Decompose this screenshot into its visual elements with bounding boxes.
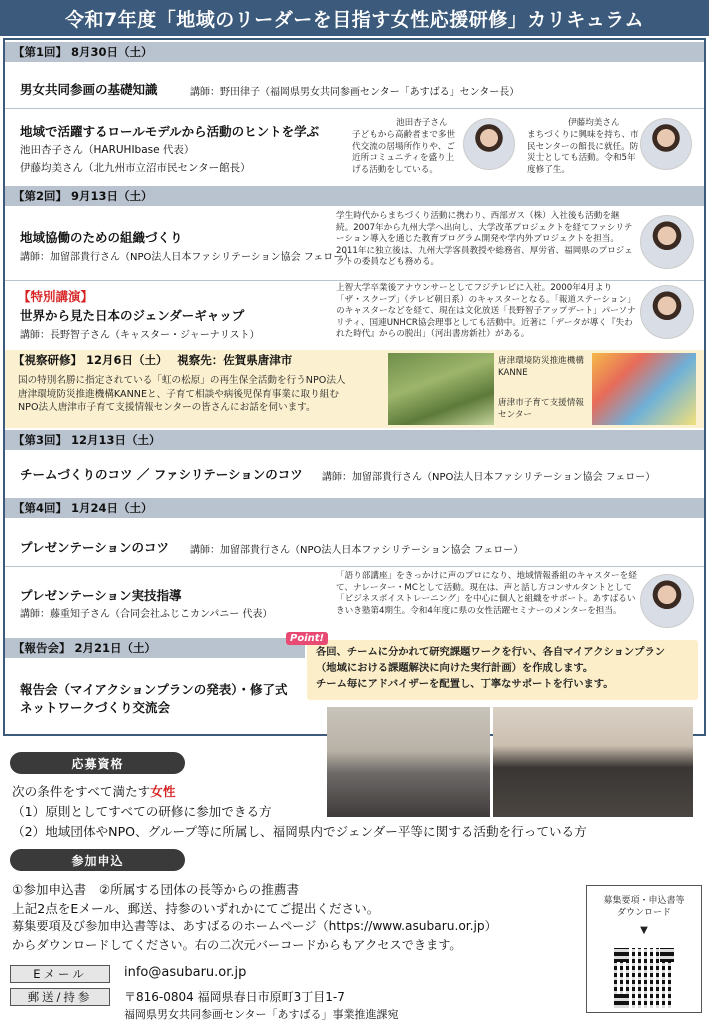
photo-ikeda bbox=[463, 118, 515, 170]
photo-group bbox=[493, 707, 693, 817]
eligibility-intro-emph: 女性 bbox=[150, 784, 176, 799]
session-3-bar: 【第3回】 12月13日（土） bbox=[5, 430, 704, 450]
email-label: Eメール bbox=[10, 965, 110, 983]
session-4-lecture-1-lecturer: 講師：加留部貴行さん（NPO法人日本ファシリテーション協会 フェロー） bbox=[190, 545, 524, 556]
photo-ito bbox=[640, 118, 692, 170]
session-3-title: チームづくりのコツ ／ ファシリテーションのコツ bbox=[20, 467, 303, 482]
divider bbox=[5, 280, 704, 281]
special-lecture-label: 【特別講演】 bbox=[18, 289, 94, 304]
point-line-1: 各回、チームに分かれて研究課題ワークを行い、各自マイアクションプラン bbox=[316, 646, 666, 658]
apply-heading: 参加申込 bbox=[10, 849, 185, 871]
report-session-bar: 【報告会】 2月21日（土） bbox=[5, 638, 305, 658]
bio-ito: まちづくりに興味を持ち、市民センターの館長に就任。防災士としても活動。令和5年度修了生。 bbox=[527, 130, 639, 175]
post-label: 郵送/持参 bbox=[10, 988, 110, 1006]
photo-childcare-caption: 唐津市子育て支援情報センター bbox=[498, 398, 584, 420]
qr-caption-1: 募集要項・申込書等 bbox=[603, 896, 685, 906]
photo-workshop bbox=[327, 707, 490, 817]
photo-fujishige bbox=[640, 574, 694, 628]
page-title: 令和7年度「地域のリーダーを目指す女性応援研修」カリキュラム bbox=[0, 0, 709, 36]
session-1-lecture-1-lecturer: 講師：野田律子（福岡県男女共同参画センター「あすばる」センター長） bbox=[190, 87, 520, 98]
session-4-lecture-2-title: プレゼンテーション実技指導 bbox=[20, 588, 182, 603]
session-4-lecture-1-title: プレゼンテーションのコツ bbox=[20, 540, 170, 555]
apply-line-3: 募集要項及び参加申込書等は、あすばるのホームページ（https://www.asubaru.or.jp） bbox=[12, 919, 497, 933]
photo-kanne bbox=[388, 353, 494, 425]
field-trip-bar: 【視察研修】 12月6日（土） 視察先：佐賀県唐津市 bbox=[5, 350, 704, 370]
divider bbox=[5, 566, 704, 567]
apply-line-4: からダウンロードしてください。右の二次元バーコードからもアクセスできます。 bbox=[12, 938, 462, 952]
qr-arrow-icon: ▼ bbox=[640, 925, 648, 936]
point-text bbox=[316, 644, 696, 692]
session-2-bar: 【第2回】 9月13日（土） bbox=[5, 186, 704, 206]
bio-karube: 学生時代からまちづくり活動に携わり、西部ガス（株）入社後も活動を継続。2007年から九州大学へ出向し、大学改革プロジェクトを経てファシリテーション導入を通じた教育プログラム開発や学内外プロジェクトを担当。2011年に独立後は、九州大学客員教授や総務省、厚労省、福岡県のプロジェクトの委員なども務める。 bbox=[336, 211, 633, 268]
bio-ikeda-name: 池田杏子さん bbox=[396, 118, 448, 128]
eligibility-intro-text: 次の条件をすべて満たす bbox=[12, 784, 151, 799]
bio-fujishige: 「語り部講座」をきっかけに声のプロになり、地域情報番組のキャスターを経て、ナレーター・MCとして活動。現在は、声と話し方コンサルタントとして「ビジネスボイストレーニング」を中心に個人と組織をサポート。あすばるいきいき塾第4期生。令和4年度に県の女性活躍セミナーのメンターを担当。 bbox=[336, 571, 637, 616]
point-line-3: チーム毎にアドバイザーを配置し、丁寧なサポートを行います。 bbox=[316, 678, 614, 690]
report-session-title-2: ネットワークづくり交流会 bbox=[20, 700, 171, 715]
divider bbox=[5, 108, 704, 109]
session-4-lecture-2-lecturer: 講師：藤重知子さん（合同会社ふじこカンパニー 代表） bbox=[20, 609, 273, 620]
session-4-bar: 【第4回】 1月24日（土） bbox=[5, 498, 704, 518]
postal-address: 〒816-0804 福岡県春日市原町3丁目1-7 bbox=[124, 990, 345, 1004]
report-session-title-1: 報告会（マイアクションプランの発表）・修了式 bbox=[20, 682, 288, 697]
session-2-lecture-1-lecturer: 講師：加留部貴行さん（NPO法人日本ファシリテーション協会 フェロー） bbox=[20, 252, 354, 263]
email-address[interactable]: info@asubaru.or.jp bbox=[124, 965, 247, 980]
photo-karube bbox=[640, 215, 694, 269]
eligibility-item-2: （2）地域団体やNPO、グループ等に所属し、福岡県内でジェンダー平等に関する活動を行っている方 bbox=[12, 824, 587, 839]
field-trip-text: 国の特別名勝に指定されている「虹の松原」の再生保全活動を行うNPO法人唐津環境防災推進機構KANNEと、子育て相談や病後児保育事業に取り組むNPO法人唐津市子育て支援情報センターの皆さんにお話を伺います。 bbox=[18, 375, 346, 413]
session-1-lecturer-ito: 伊藤均美さん（北九州市立沼市民センター館長） bbox=[20, 162, 251, 174]
session-3-lecturer: 講師：加留部貴行さん（NPO法人日本ファシリテーション協会 フェロー） bbox=[322, 472, 656, 483]
session-2-lecture-1-title: 地域協働のための組織づくり bbox=[20, 230, 183, 245]
qr-caption-2: ダウンロード bbox=[616, 908, 671, 918]
point-tag: Point! bbox=[286, 632, 328, 645]
session-1-bar: 【第1回】 8月30日（土） bbox=[5, 42, 704, 62]
eligibility-heading: 応募資格 bbox=[10, 752, 185, 774]
apply-line-2: 上記2点をEメール、郵送、持参のいずれかにてご提出ください。 bbox=[12, 901, 380, 916]
organization-name: 福岡県男女共同参画センター「あすばる」事業推進課宛 bbox=[124, 1008, 399, 1021]
apply-line-1: ①参加申込書 ②所属する団体の長等からの推薦書 bbox=[12, 882, 300, 897]
session-1-lecture-1-title: 男女共同参画の基礎知識 bbox=[20, 82, 158, 97]
bio-ito-name: 伊藤均美さん bbox=[568, 118, 620, 128]
session-2-lecture-2-title: 世界から見た日本のジェンダーギャップ bbox=[20, 308, 245, 323]
eligibility-intro bbox=[12, 781, 175, 800]
photo-childcare bbox=[592, 353, 696, 425]
session-1-lecturer-ikeda: 池田杏子さん（HARUHIbase 代表） bbox=[20, 144, 195, 156]
eligibility-item-1: （1）原則としてすべての研修に参加できる方 bbox=[12, 804, 272, 819]
bio-nagano: 上智大学卒業後アナウンサーとしてフジテレビに入社。2000年4月より「ザ・スクープ」（テレビ朝日系）のキャスターとなる。「報道ステーション」のキャスターなどを経て、現在は文化放送「長野智子アップデート」パーソナリティ、国連UNHCR協会理事としても活動中。近著に「データが導く『失われた時代』からの脱出」（河出書房新社）がある。 bbox=[336, 283, 636, 340]
session-1-lecture-2-title: 地域で活躍するロールモデルから活動のヒントを学ぶ bbox=[20, 124, 320, 139]
photo-kanne-caption: 唐津環境防災推進機構 KANNE bbox=[498, 356, 584, 378]
photo-nagano bbox=[640, 285, 694, 339]
point-line-2: （地域における課題解決に向けた実行計画）を作成します。 bbox=[316, 662, 594, 674]
qr-code-pattern bbox=[614, 948, 674, 1008]
bio-ikeda: 子どもから高齢者まで多世代交流の居場所作りや、ご近所コミュニティを盛り上げる活動をしている。 bbox=[352, 130, 456, 175]
session-2-lecture-2-lecturer: 講師：長野智子さん（キャスター・ジャーナリスト） bbox=[20, 330, 260, 341]
